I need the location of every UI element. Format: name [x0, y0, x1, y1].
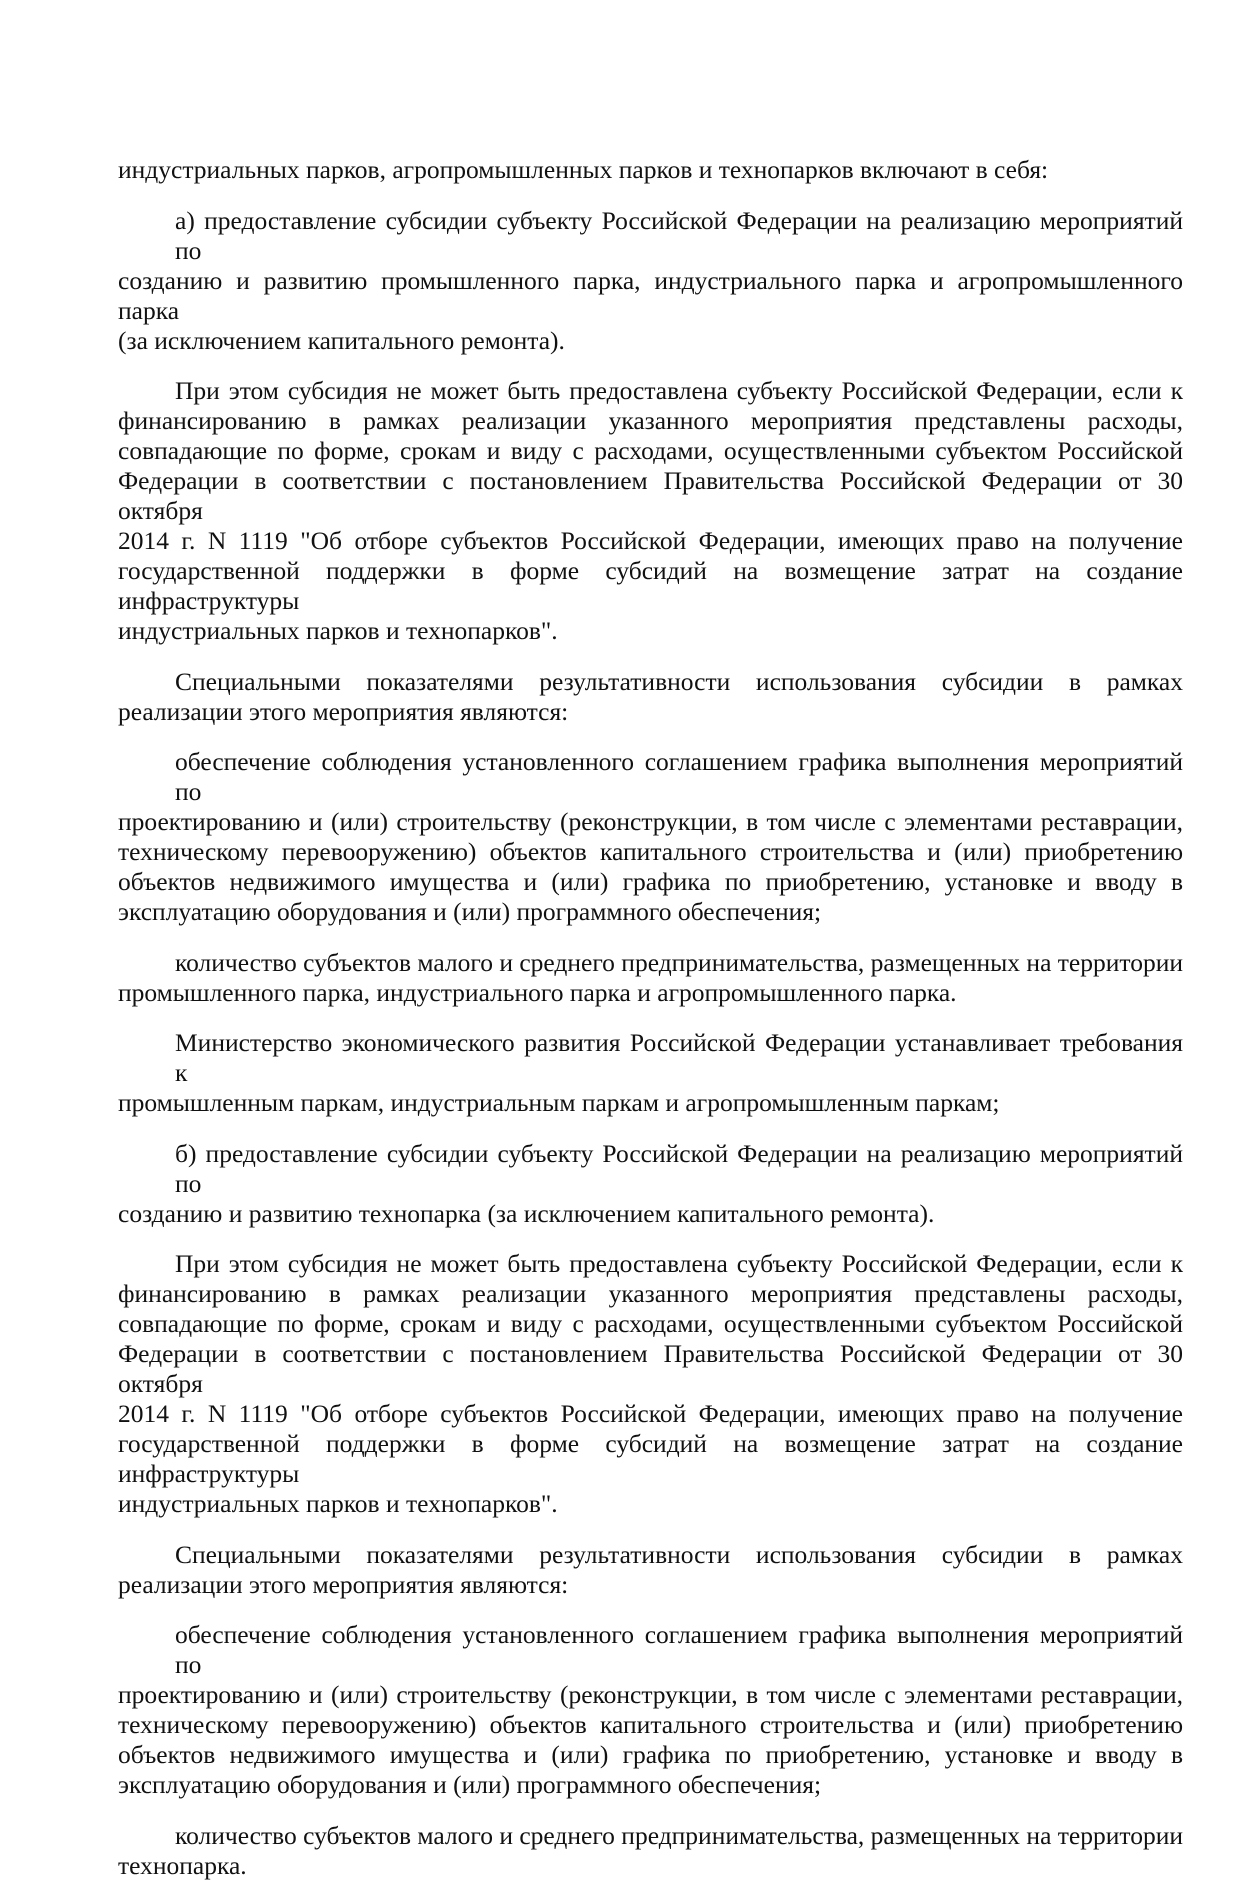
text-line: совпадающие по форме, срокам и виду с расходами, осуществленными субъектом Российской [118, 1309, 1183, 1338]
text-line: государственной поддержки в форме субсидий на возмещение затрат на создание инфраструктуры [118, 1429, 1183, 1488]
paragraph [118, 747, 1183, 927]
text-line: количество субъектов малого и среднего предпринимательства, размещенных на территории [175, 947, 1183, 977]
text-line: При этом субсидия не может быть предоставлена субъекту Российской Федерации, если к [175, 376, 1183, 405]
paragraph [118, 1540, 1183, 1600]
text-line: объектов недвижимого имущества и (или) графика по приобретению, установке и вводу в [118, 867, 1183, 896]
text-line: государственной поддержки в форме субсидий на возмещение затрат на создание инфраструктуры [118, 556, 1183, 615]
text-line: эксплуатацию оборудования и (или) программного обеспечения; [118, 1770, 822, 1799]
paragraph [118, 1139, 1183, 1229]
text-line: Федерации в соответствии с постановлением Правительства Российской Федерации от 30 октября [118, 466, 1183, 525]
text-line: Федерации в соответствии с постановлением Правительства Российской Федерации от 30 октября [118, 1339, 1183, 1398]
paragraph [118, 1028, 1183, 1118]
text-line: финансированию в рамках реализации указанного мероприятия представлены расходы, [118, 1279, 1183, 1308]
text-line: проектированию и (или) строительству (реконструкции, в том числе с элементами реставрации, [118, 1680, 1183, 1709]
paragraph [118, 1249, 1183, 1519]
text-line: проектированию и (или) строительству (реконструкции, в том числе с элементами реставрации, [118, 807, 1183, 836]
text-line: обеспечение соблюдения установленного соглашением графика выполнения мероприятий по [175, 1620, 1183, 1679]
text-line: промышленным паркам, индустриальным паркам и агропромышленным паркам; [118, 1088, 1000, 1117]
text-line: 2014 г. N 1119 "Об отборе субъектов Российской Федерации, имеющих право на получение [118, 1399, 1183, 1428]
text-line: реализации этого мероприятия являются: [118, 1569, 569, 1599]
document-page [118, 155, 1183, 1901]
paragraph [118, 1821, 1183, 1881]
text-line: совпадающие по форме, срокам и виду с расходами, осуществленными субъектом Российской [118, 436, 1183, 465]
text-line: индустриальных парков, агропромышленных парков и технопарков включают в себя: [118, 155, 1049, 184]
text-line: реализации этого мероприятия являются: [118, 696, 569, 726]
text-line: индустриальных парков и технопарков". [118, 1489, 558, 1518]
text-line: созданию и развитию промышленного парка, индустриального парка и агропромышленного парка [118, 265, 1183, 325]
text-line: созданию и развитию технопарка (за исключением капитального ремонта). [118, 1198, 935, 1228]
paragraph [118, 206, 1183, 356]
text-line: индустриальных парков и технопарков". [118, 616, 558, 645]
text-line: техническому перевооружению) объектов капитального строительства и (или) приобретению [118, 1710, 1183, 1739]
text-line: При этом субсидия не может быть предоставлена субъекту Российской Федерации, если к [175, 1249, 1183, 1278]
paragraph [118, 948, 1183, 1008]
text-line: 2014 г. N 1119 "Об отборе субъектов Российской Федерации, имеющих право на получение [118, 526, 1183, 555]
text-line: Министерство экономического развития Российской Федерации устанавливает требования к [175, 1028, 1183, 1087]
text-line: финансированию в рамках реализации указанного мероприятия представлены расходы, [118, 406, 1183, 435]
text-line: количество субъектов малого и среднего предпринимательства, размещенных на территории [175, 1820, 1183, 1850]
text-line: эксплуатацию оборудования и (или) программного обеспечения; [118, 897, 822, 926]
text-line: Специальными показателями результативности использования субсидии в рамках [175, 666, 1183, 696]
text-line: (за исключением капитального ремонта). [118, 325, 565, 355]
paragraph [118, 667, 1183, 727]
text-line: промышленного парка, индустриального парка и агропромышленного парка. [118, 977, 957, 1007]
paragraph [118, 155, 1183, 185]
text-line: техническому перевооружению) объектов капитального строительства и (или) приобретению [118, 837, 1183, 866]
text-line: объектов недвижимого имущества и (или) графика по приобретению, установке и вводу в [118, 1740, 1183, 1769]
text-line: б) предоставление субсидии субъекту Российской Федерации на реализацию мероприятий по [175, 1138, 1183, 1198]
paragraph [118, 376, 1183, 646]
paragraph [118, 1620, 1183, 1800]
text-line: Специальными показателями результативности использования субсидии в рамках [175, 1539, 1183, 1569]
text-line: технопарка. [118, 1850, 247, 1880]
text-line: обеспечение соблюдения установленного соглашением графика выполнения мероприятий по [175, 747, 1183, 806]
text-line: а) предоставление субсидии субъекту Российской Федерации на реализацию мероприятий по [175, 205, 1183, 265]
